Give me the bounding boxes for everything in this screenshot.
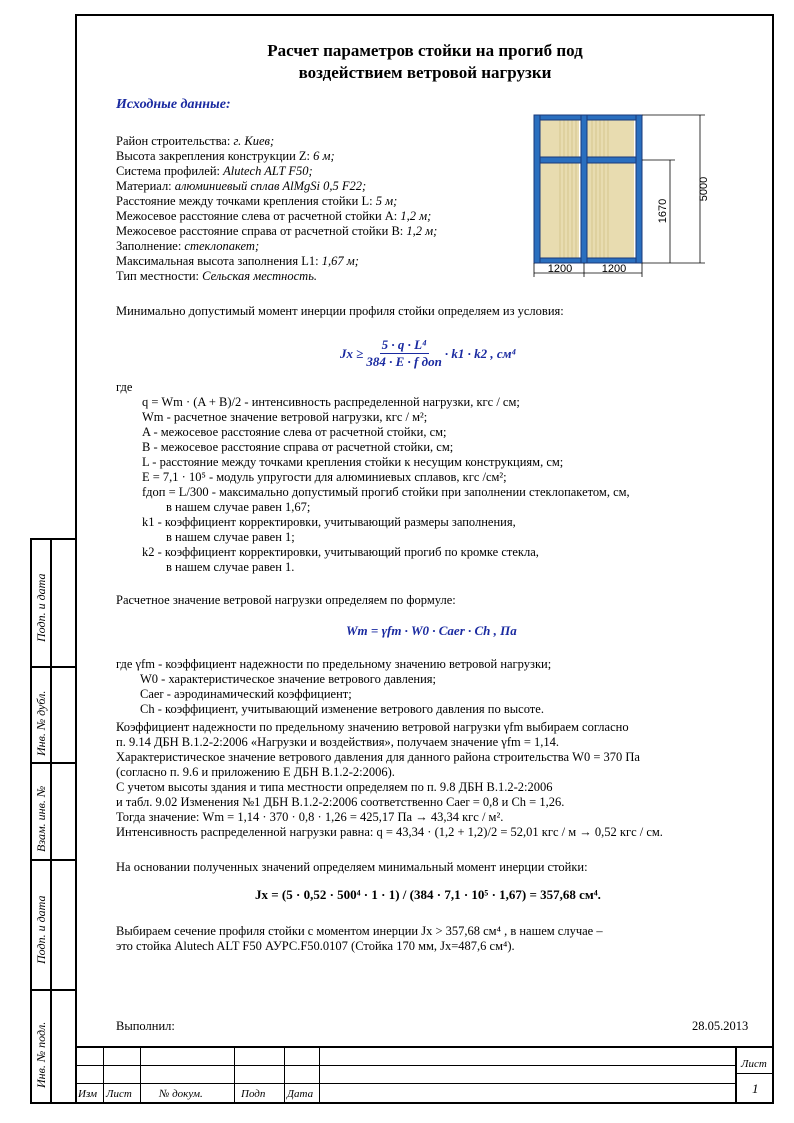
formula-1-numerator: 5 · q · L⁴	[381, 337, 427, 352]
definition-item: A - межосевое расстояние слева от расчетной стойки, см;	[142, 425, 447, 439]
input-row	[116, 179, 437, 194]
formula-1-lhs: Jx ≥	[340, 345, 364, 361]
stamp-col-date: Дата	[287, 1088, 314, 1100]
input-row	[116, 224, 437, 239]
side-divider	[50, 538, 52, 1104]
input-label: Заполнение:	[116, 239, 185, 253]
input-label: Высота закрепления конструкции Z:	[116, 149, 314, 163]
stamp-col-list: Лист	[106, 1088, 132, 1100]
definition-item: в нашем случае равен 1.	[166, 560, 295, 574]
input-value: 5 м;	[375, 194, 398, 208]
glass-pane	[587, 163, 634, 262]
formula-1	[340, 337, 516, 370]
stamp-col-doc: № докум.	[159, 1088, 203, 1100]
input-value: Alutech ALT F50;	[223, 164, 313, 178]
dim-lower-label: 1670	[657, 198, 669, 224]
paragraph-line: Тогда значение: Wm = 1,14 · 370 · 0,8 · 1,26 = 425,17 Па → 43,34 кгс / м².	[116, 810, 504, 824]
definition-item: q = Wm · (A + B)/2 - интенсивность распределенной нагрузки, кгс / см;	[142, 395, 520, 409]
stamp-col-sign: Подп	[241, 1088, 266, 1100]
page-title	[150, 40, 700, 84]
glass-pane	[540, 163, 579, 262]
wind-def-item: Caer - аэродинамический коэффициент;	[140, 687, 352, 701]
definition-item: k2 - коэффициент корректировки, учитывающий прогиб по кромке стекла,	[142, 545, 539, 559]
side-label-orig-inv: Инв. № подл.	[34, 1021, 48, 1088]
stamp-col-izm: Изм	[78, 1088, 97, 1100]
title-line-2: воздействием ветровой нагрузки	[298, 63, 552, 82]
input-row	[116, 254, 437, 269]
paragraph-line: С учетом высоты здания и типа местности определяем по п. 9.8 ДБН В.1.2-2:2006	[116, 780, 553, 794]
inputs-list	[116, 134, 437, 284]
definition-item: fдоп = L/300 - максимально допустимый прогиб стойки при заполнении стеклопакетом, см,	[142, 485, 630, 499]
side-label-sign-date-2: Подп. и дата	[34, 895, 48, 964]
input-row	[116, 164, 437, 179]
wind-definitions	[116, 657, 551, 717]
input-label: Район строительства:	[116, 134, 234, 148]
input-value: алюминиевый сплав AlMgSi 0,5 F22;	[174, 179, 367, 193]
definition-item: L - расстояние между точками крепления стойки к несущим конструкциям, см;	[142, 455, 564, 469]
input-label: Материал:	[116, 179, 175, 193]
input-value: 1,67 м;	[321, 254, 359, 268]
paragraph-line: и табл. 9.02 Изменения №1 ДБН В.1.2-2:2006 соответственно Caer = 0,8 и Ch = 1,26.	[116, 795, 565, 809]
side-label-sign-date-1: Подп. и дата	[34, 573, 48, 642]
input-row	[116, 149, 437, 164]
input-row	[116, 269, 437, 284]
paragraph-line: Характеристическое значение ветрового давления для данного района строительства W0 = 370 Па	[116, 750, 640, 764]
wind-def-item: W0 - характеристическое значение ветрового давления;	[140, 672, 437, 686]
input-label: Межосевое расстояние слева от расчетной стойки A:	[116, 209, 401, 223]
choice-text	[116, 924, 603, 954]
choice-line: Выбираем сечение профиля стойки с моментом инерции Jx > 357,68 см⁴ , в нашем случае –	[116, 924, 603, 938]
definition-item: B - межосевое расстояние справа от расчетной стойки, см;	[142, 440, 454, 454]
definitions-list	[142, 395, 630, 575]
dim-total-label: 5000	[698, 176, 710, 202]
stamp-sheet-label: Лист	[741, 1058, 767, 1070]
where-label: где	[116, 380, 133, 394]
paragraph-line: Коэффициент надежности по предельному значению ветровой нагрузки γfm выбираем согласно	[116, 720, 629, 734]
dim-right-label: 1200	[601, 263, 627, 275]
performed-date: 28.05.2013	[692, 1019, 749, 1033]
frame-drawing	[520, 110, 720, 280]
result-formula: Jx = (5 · 0,52 · 500⁴ · 1 · 1) / (384 · 7,1 · 10⁵ · 1,67) = 357,68 см⁴.	[255, 887, 601, 902]
calc-paragraph	[116, 720, 663, 840]
input-label: Система профилей:	[116, 164, 224, 178]
side-label-replace-inv: Взам. инв. №	[34, 785, 48, 852]
formula-2: Wm = γfm · W0 · Caer · Ch , Па	[346, 623, 517, 638]
choice-line: это стойка Alutech ALT F50 АУРС.F50.0107 (Стойка 170 мм, Jx=487,6 см⁴).	[116, 939, 515, 953]
paragraph-line: (согласно п. 9.6 и приложению Е ДБН В.1.2-2:2006).	[116, 765, 395, 779]
condition-intro: Минимально допустимый момент инерции профиля стойки определяем из условия:	[116, 304, 564, 318]
paragraph-line: п. 9.14 ДБН В.1.2-2:2006 «Нагрузки и воздействия», получаем значение γfm = 1,14.	[116, 735, 559, 749]
side-label-dup-inv: Инв. № дубл.	[34, 690, 48, 756]
input-value: стеклопакет;	[184, 239, 260, 253]
stamp-sheet-number: 1	[752, 1081, 759, 1096]
title-line-1: Расчет параметров стойки на прогиб под	[267, 41, 583, 60]
definition-item: E = 7,1 · 10⁵ - модуль упругости для алюминиевых сплавов, кгс /см²;	[142, 470, 507, 484]
definition-item: в нашем случае равен 1,67;	[166, 500, 311, 514]
glass-pane	[540, 119, 579, 157]
title-block	[75, 1046, 774, 1104]
formula-1-denominator: 384 · E · f доп	[366, 354, 442, 369]
dim-left-label: 1200	[547, 263, 573, 275]
wind-def-item: Ch - коэффициент, учитывающий изменение ветрового давления по высоте.	[140, 702, 544, 716]
input-label: Расстояние между точками крепления стойки L:	[116, 194, 376, 208]
input-value: г. Киев;	[233, 134, 275, 148]
input-row	[116, 209, 437, 224]
input-row	[116, 134, 437, 149]
input-row	[116, 194, 437, 209]
paragraph-line: Интенсивность распределенной нагрузки равна: q = 43,34 · (1,2 + 1,2)/2 = 52,01 кгс / м → 0,52 кгс / см.	[116, 825, 663, 839]
result-intro: На основании полученных значений определяем минимальный момент инерции стойки:	[116, 860, 588, 874]
input-label: Тип местности:	[116, 269, 203, 283]
input-value: 1,2 м;	[406, 224, 438, 238]
wind-intro: Расчетное значение ветровой нагрузки определяем по формуле:	[116, 593, 456, 607]
input-value: Сельская местность.	[202, 269, 318, 283]
input-label: Максимальная высота заполнения L1:	[116, 254, 322, 268]
input-row	[116, 239, 437, 254]
performed-label: Выполнил:	[116, 1019, 175, 1033]
definition-item: Wm - расчетное значение ветровой нагрузки, кгс / м²;	[142, 410, 428, 424]
definition-item: k1 - коэффициент корректировки, учитывающий размеры заполнения,	[142, 515, 516, 529]
glass-pane	[587, 119, 634, 157]
input-label: Межосевое расстояние справа от расчетной стойки B:	[116, 224, 407, 238]
definition-item: в нашем случае равен 1;	[166, 530, 295, 544]
formula-1-rhs: · k1 · k2 , см⁴	[444, 345, 517, 361]
wind-def-item: где γfm - коэффициент надежности по предельному значению ветровой нагрузки;	[116, 657, 552, 671]
input-value: 1,2 м;	[400, 209, 432, 223]
input-heading: Исходные данные:	[116, 97, 231, 112]
input-value: 6 м;	[313, 149, 335, 163]
